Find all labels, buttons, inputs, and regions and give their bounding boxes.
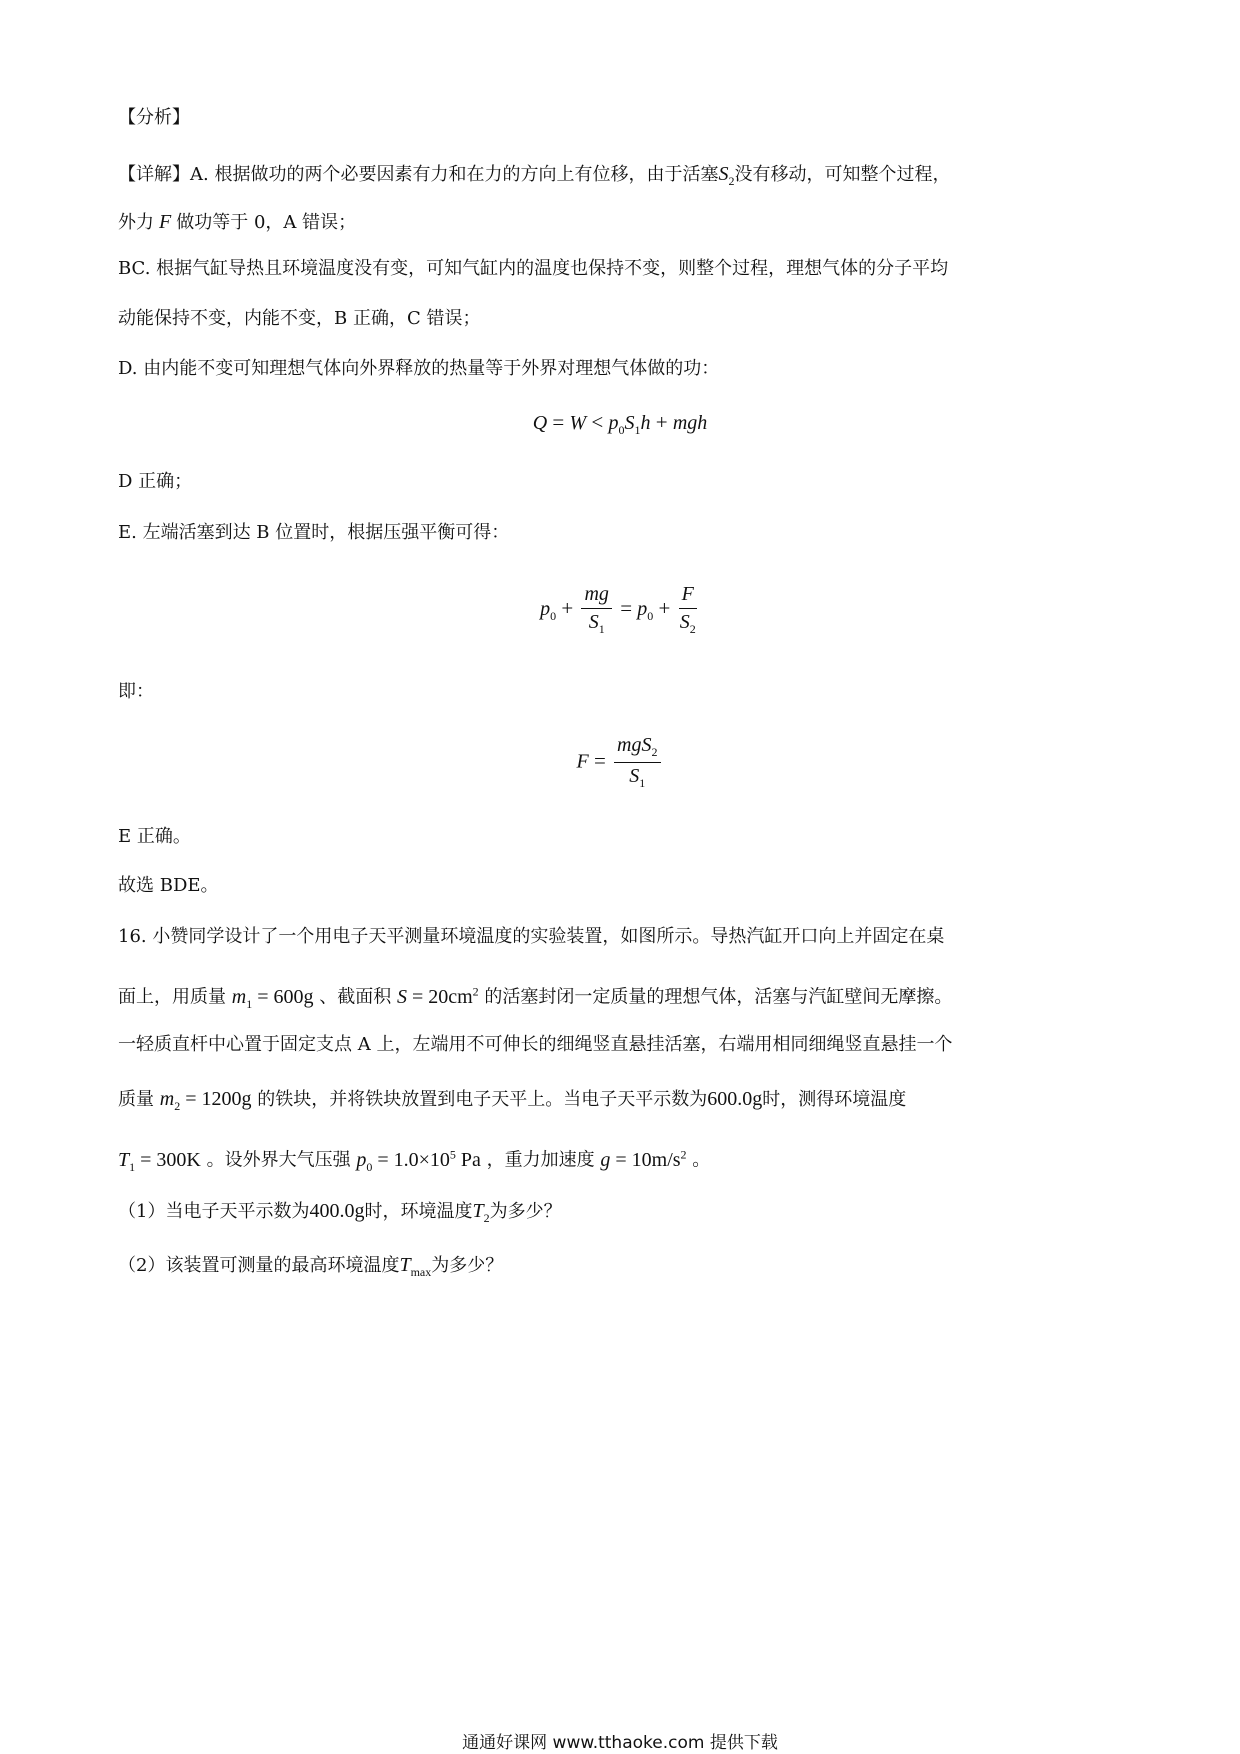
sub2-text-2: 为多少？	[431, 1255, 504, 1276]
option-d-result: D 正确；	[118, 471, 193, 492]
question16-line3: 一轻质直杆中心置于固定支点 A 上，左端用不可伸长的细绳竖直悬挂活塞，右端用相同细绳竖直悬挂一个	[118, 1034, 953, 1055]
option-d-line1: D. 由内能不变可知理想气体向外界释放的热量等于外界对理想气体做的功：	[118, 358, 720, 379]
sub1-text-3: 为多少？	[489, 1201, 562, 1222]
q16-text: 的铁块，并将铁块放置到电子天平上。当电子天平示数为	[257, 1089, 708, 1110]
reading-600: 600.0g	[707, 1088, 763, 1110]
conclusion: 故选 BDE。	[118, 875, 219, 896]
sub-question-1	[118, 1199, 562, 1230]
formula-t2: $T_2$	[472, 1200, 490, 1225]
option-e-ji: 即：	[118, 681, 154, 702]
option-a-text: A. 根据做功的两个必要因素有力和在力的方向上有位移，由于活塞	[190, 164, 719, 185]
detail-line-a2	[118, 210, 356, 235]
equation-q-w: $Q = W < p_0S_1h$ + mgh	[532, 410, 708, 438]
sub-question-2	[118, 1253, 503, 1284]
question16-line1: 16. 小赞同学设计了一个用电子天平测量环境温度的实验装置，如图所示。导热汽缸开口向上并固定在桌	[118, 926, 945, 947]
formula-p0: $p_0 = 1.0\times 10^5$ Pa	[356, 1147, 481, 1174]
formula-m2: $m_2 = 1200g$	[159, 1088, 252, 1113]
detail-label: 【详解】	[118, 164, 190, 185]
option-bc-line1: BC. 根据气缸导热且环境温度没有变，可知气缸内的温度也保持不变，则整个过程，理想气体的分子平均	[118, 258, 949, 279]
option-a-text-3: 外力	[118, 212, 154, 233]
question16-line2	[118, 979, 952, 1016]
q16-text: 质量	[118, 1089, 154, 1110]
formula-g: $g = 10m/s^2$	[600, 1147, 687, 1171]
formula-f: F	[154, 211, 177, 233]
sub1-text: （1）当电子天平示数为	[118, 1201, 310, 1222]
option-e-line1: E. 左端活塞到达 B 位置时，根据压强平衡可得：	[118, 522, 510, 543]
formula-area: $S = 20cm^2$	[396, 984, 479, 1008]
option-bc-line2: 动能保持不变，内能不变，B 正确，C 错误；	[118, 308, 481, 329]
q16-text: 时，测得环境温度	[762, 1089, 907, 1110]
equation-pressure-balance: $p_0$ + $\frac{mg}{S_1}$ = $p_0$ + $\frac{F}{S_2}$	[540, 583, 696, 636]
q16-text: 的活塞封闭一定质量的理想气体，活塞与汽缸壁间无摩擦。	[484, 986, 953, 1008]
question16-line4	[118, 1087, 906, 1118]
detail-line-a1	[118, 162, 950, 193]
footer-source: 通通好课网 www.tthaoke.com 提供下载	[462, 1733, 778, 1753]
option-a-text-2: 没有移动，可知整个过程，	[734, 164, 951, 185]
option-a-text-4: 做功等于 0，A 错误；	[176, 212, 357, 233]
q16-text: 、截面积	[319, 986, 392, 1008]
equation-force: F = $\frac{mgS_2}{S_1}$	[0, 734, 1240, 791]
analysis-heading: 【分析】	[118, 107, 190, 128]
formula-tmax: $T_{max}$	[399, 1254, 432, 1279]
formula-s2: $S_2$	[718, 163, 735, 188]
reading-400: 400.0g	[309, 1200, 365, 1222]
q16-text: 。	[692, 1149, 711, 1171]
formula-t1: $T_1 = 300K$	[118, 1148, 201, 1174]
option-e-result: E 正确。	[118, 826, 191, 847]
q16-text: 面上，用质量	[118, 986, 226, 1008]
q16-text: 。设外界大气压强	[206, 1149, 351, 1171]
question16-line5	[118, 1142, 710, 1179]
q16-text: ，重力加速度	[486, 1149, 595, 1171]
sub2-text: （2）该装置可测量的最高环境温度	[118, 1255, 400, 1276]
sub1-text-2: 时，环境温度	[364, 1201, 473, 1222]
formula-m1: $m_1 = 600g$	[231, 985, 314, 1011]
